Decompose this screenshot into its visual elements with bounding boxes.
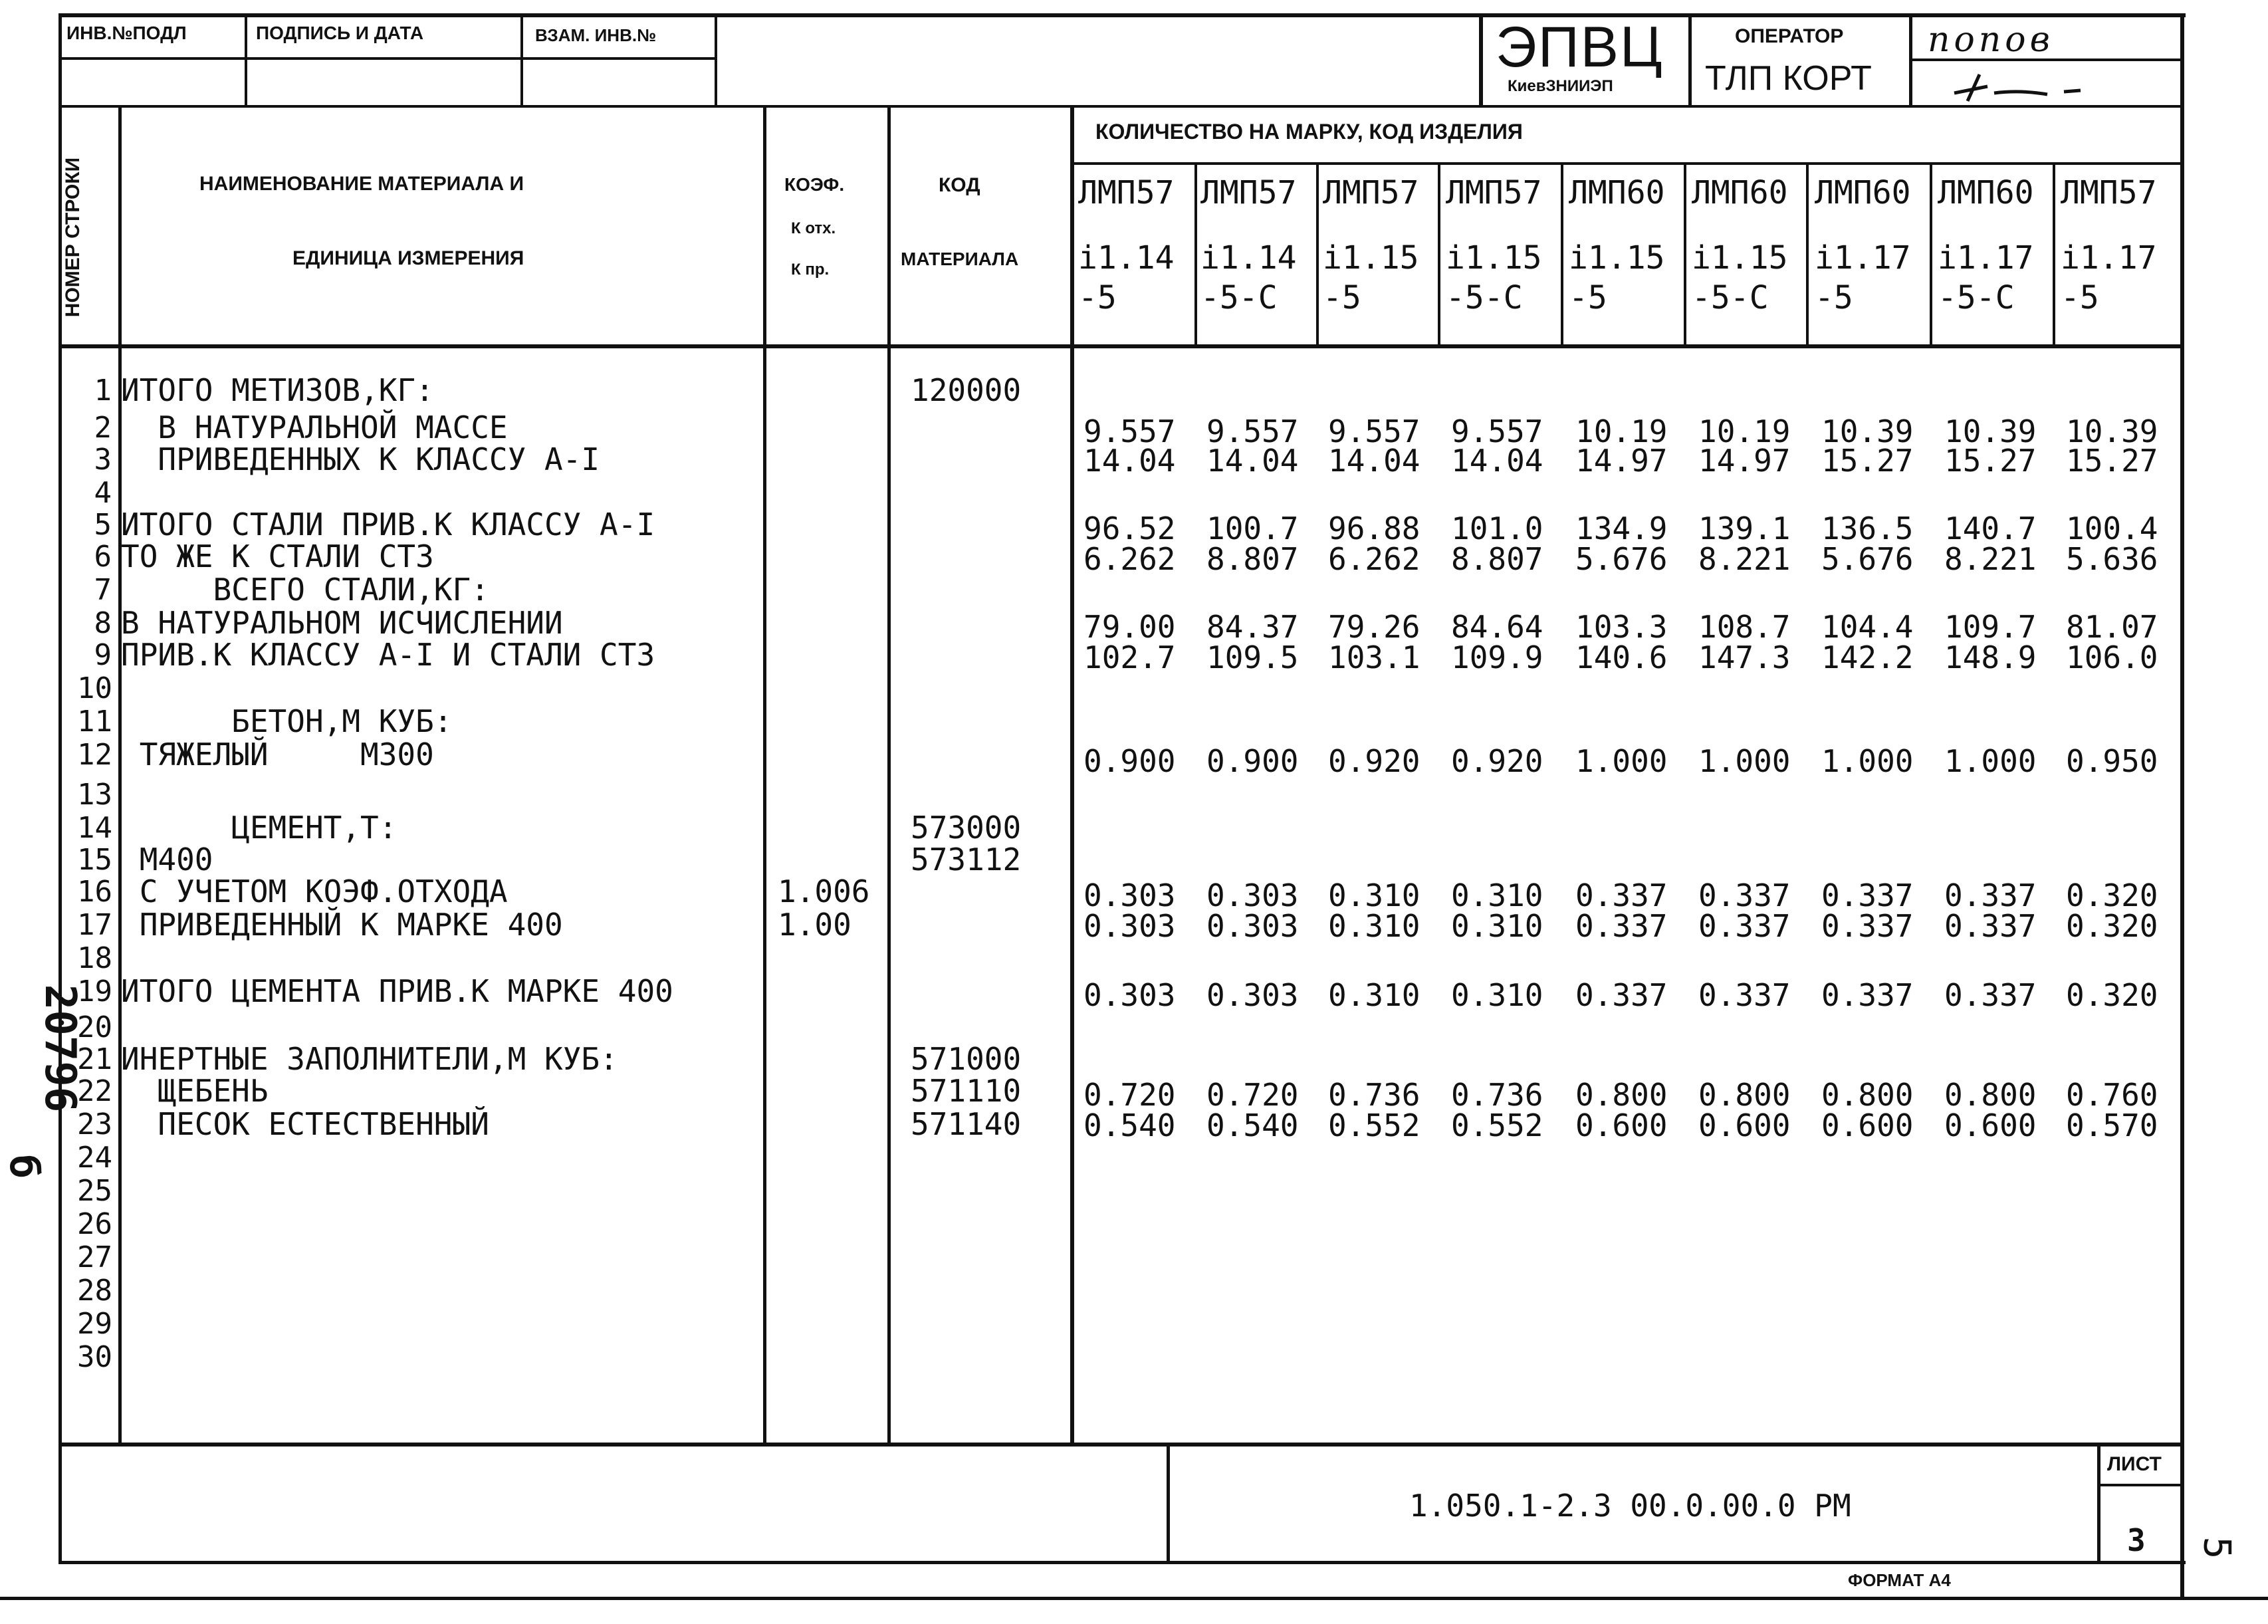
qty-cell: 0.337 <box>1821 908 1914 944</box>
qty-cell: 0.337 <box>1944 977 2037 1013</box>
qty-cell: 0.552 <box>1451 1107 1543 1143</box>
row-number: 14 <box>77 811 112 845</box>
qty-cell: 5.676 <box>1821 541 1914 577</box>
product-5-suffix: -5 <box>1569 279 1607 316</box>
row-number: 12 <box>77 738 112 772</box>
footer-top-line <box>58 1443 2180 1447</box>
qty-cell: 1.000 <box>1575 743 1668 779</box>
operator-value: ТЛП КОРТ <box>1705 59 1872 98</box>
product-3-suffix: -5 <box>1323 279 1361 316</box>
koef-pr-header: К пр. <box>791 261 830 279</box>
row-number: 21 <box>77 1042 112 1076</box>
qty-cell: 8.221 <box>1944 541 2037 577</box>
qty-cell: 0.600 <box>1698 1107 1791 1143</box>
stamp-bottom-line <box>58 105 2180 108</box>
qty-cell: 0.303 <box>1206 908 1299 944</box>
qty-cell: 1.000 <box>1944 743 2037 779</box>
qty-cell: 0.310 <box>1451 977 1543 1013</box>
row-number: 18 <box>77 941 112 975</box>
prod-col-line-2 <box>1316 164 1319 347</box>
row-number: 16 <box>77 875 112 909</box>
operator-signature <box>1941 66 2100 106</box>
qty-cell: 0.540 <box>1206 1107 1299 1143</box>
qty-cell: 0.320 <box>2066 908 2158 944</box>
qty-cell: 10.39 <box>1821 413 1914 449</box>
material-name: ИТОГО СТАЛИ ПРИВ.К КЛАССУ А-I <box>121 507 655 542</box>
qty-cell: 103.3 <box>1575 609 1668 645</box>
material-name: ПРИВЕДЕННЫЙ К МАРКЕ 400 <box>121 907 563 943</box>
qty-cell: 100.4 <box>2066 511 2158 546</box>
material-code: 571110 <box>911 1073 1022 1109</box>
qty-cell: 0.337 <box>1698 877 1791 913</box>
row-number: 22 <box>77 1074 112 1108</box>
frame-top-line <box>58 13 2186 17</box>
qty-cell: 0.310 <box>1451 877 1543 913</box>
qty-cell: 139.1 <box>1698 511 1791 546</box>
qty-cell: 5.636 <box>2066 541 2158 577</box>
material-name-header-2: ЕДИНИЦА ИЗМЕРЕНИЯ <box>292 247 524 269</box>
material-code: 571000 <box>911 1041 1022 1077</box>
qty-cell: 0.303 <box>1083 877 1176 913</box>
product-2-suffix: -5-С <box>1200 279 1278 316</box>
product-4-name: ЛМП57 <box>1446 174 1542 211</box>
material-name: ИНЕРТНЫЕ ЗАПОЛНИТЕЛИ,М КУБ: <box>121 1041 618 1077</box>
qty-cell: 0.337 <box>1698 908 1791 944</box>
stamp-div-1 <box>245 13 247 106</box>
qty-cell: 0.310 <box>1328 977 1420 1013</box>
qty-cell: 8.807 <box>1451 541 1543 577</box>
qty-cell: 147.3 <box>1698 639 1791 675</box>
qty-cell: 14.04 <box>1206 443 1299 479</box>
product-2-code: i1.14 <box>1200 239 1297 277</box>
prod-col-line-8 <box>2053 164 2055 347</box>
qty-cell: 0.303 <box>1206 877 1299 913</box>
row-number: 8 <box>94 606 112 640</box>
material-name: ВСЕГО СТАЛИ,КГ: <box>121 572 489 608</box>
qty-cell: 96.88 <box>1328 511 1420 546</box>
qty-cell: 0.320 <box>2066 877 2158 913</box>
stamp-signature-date: ПОДПИСЬ И ДАТА <box>256 23 424 43</box>
qty-cell: 0.720 <box>1206 1077 1299 1113</box>
product-9-code: i1.17 <box>2061 239 2157 277</box>
qty-cell: 0.800 <box>1698 1077 1791 1113</box>
row-number: 29 <box>77 1307 112 1341</box>
qty-cell: 0.900 <box>1083 743 1176 779</box>
qty-cell: 6.262 <box>1328 541 1420 577</box>
qty-cell: 0.337 <box>1944 877 2037 913</box>
material-name: ИТОГО ЦЕМЕНТА ПРИВ.К МАРКЕ 400 <box>121 973 673 1009</box>
product-3-code: i1.15 <box>1323 239 1419 277</box>
qty-cell: 100.7 <box>1206 511 1299 546</box>
row-number: 11 <box>77 705 112 739</box>
operator-label: ОПЕРАТОР <box>1735 25 1844 47</box>
product-8-name: ЛМП60 <box>1938 174 2034 211</box>
qty-cell: 148.9 <box>1944 639 2037 675</box>
qty-cell: 81.07 <box>2066 609 2158 645</box>
material-name: В НАТУРАЛЬНОМ ИСЧИСЛЕНИИ <box>121 605 563 641</box>
col-line-code <box>1070 106 1074 1446</box>
margin-inventory-number: 20796 <box>35 984 84 1113</box>
product-6-name: ЛМП60 <box>1692 174 1788 211</box>
row-number: 9 <box>94 638 112 672</box>
qty-cell: 0.540 <box>1083 1107 1176 1143</box>
qty-cell: 15.27 <box>2066 443 2158 479</box>
qty-cell: 10.19 <box>1575 413 1668 449</box>
document-designation: 1.050.1-2.3 00.0.00.0 РМ <box>1409 1488 1851 1524</box>
col-line-rownum <box>118 106 122 1446</box>
product-5-code: i1.15 <box>1569 239 1665 277</box>
qty-cell: 0.320 <box>2066 977 2158 1013</box>
row-number: 1 <box>94 374 112 407</box>
qty-cell: 104.4 <box>1821 609 1914 645</box>
row-number: 13 <box>77 778 112 812</box>
org-subtitle: КиевЗНИИЭП <box>1508 77 1613 95</box>
qty-cell: 109.5 <box>1206 639 1299 675</box>
qty-cell: 0.570 <box>2066 1107 2158 1143</box>
qty-cell: 106.0 <box>2066 639 2158 675</box>
product-7-suffix: -5 <box>1815 279 1853 316</box>
stamp-inv-podl: ИНВ.№ПОДЛ <box>66 23 187 43</box>
row-number: 4 <box>94 476 112 510</box>
row-number: 15 <box>77 843 112 877</box>
row-number: 10 <box>77 671 112 705</box>
qty-cell: 0.337 <box>1575 877 1668 913</box>
row-number: 30 <box>77 1340 112 1374</box>
qty-cell: 142.2 <box>1821 639 1914 675</box>
code-header-2: МАТЕРИАЛА <box>901 249 1019 269</box>
operator-name: попов <box>1928 20 2054 60</box>
org-box-left <box>1479 13 1483 106</box>
qty-cell: 0.600 <box>1821 1107 1914 1143</box>
product-2-name: ЛМП57 <box>1200 174 1297 211</box>
code-header-1: КОД <box>939 174 980 196</box>
qty-cell: 0.337 <box>1575 977 1668 1013</box>
qty-cell: 0.337 <box>1575 908 1668 944</box>
product-6-suffix: -5-С <box>1692 279 1769 316</box>
koef-value: 1.006 <box>778 873 870 909</box>
stamp-vzam-inv: ВЗАМ. ИНВ.№ <box>535 25 657 45</box>
col-line-koef <box>887 106 891 1446</box>
org-box-right <box>1688 13 1692 106</box>
prod-col-line-7 <box>1930 164 1932 347</box>
material-name: ТО ЖЕ К СТАЛИ СТ3 <box>121 538 434 574</box>
stamp-div-3 <box>715 13 717 106</box>
product-4-code: i1.15 <box>1446 239 1542 277</box>
format-label: ФОРМАТ А4 <box>1848 1570 1951 1590</box>
row-number: 2 <box>94 411 112 445</box>
product-1-suffix: -5 <box>1078 279 1117 316</box>
qty-header-line <box>1070 162 2180 165</box>
qty-cell: 140.7 <box>1944 511 2037 546</box>
product-8-code: i1.17 <box>1938 239 2034 277</box>
qty-cell: 0.303 <box>1083 977 1176 1013</box>
org-logo-epvc: ЭПВЦ <box>1496 15 1664 79</box>
qty-cell: 8.221 <box>1698 541 1791 577</box>
qty-cell: 0.600 <box>1575 1107 1668 1143</box>
col-line-name <box>763 106 766 1446</box>
stamp-div-2 <box>520 13 523 106</box>
product-1-code: i1.14 <box>1078 239 1175 277</box>
prod-col-line-3 <box>1438 164 1440 347</box>
sheet-number: 3 <box>2127 1522 2146 1558</box>
product-1-name: ЛМП57 <box>1078 174 1175 211</box>
qty-cell: 136.5 <box>1821 511 1914 546</box>
qty-cell: 109.7 <box>1944 609 2037 645</box>
material-name-header-1: НАИМЕНОВАНИЕ МАТЕРИАЛА И <box>199 173 524 195</box>
footer-div-line <box>1167 1443 1170 1562</box>
qty-cell: 15.27 <box>1821 443 1914 479</box>
qty-cell: 5.676 <box>1575 541 1668 577</box>
qty-cell: 10.19 <box>1698 413 1791 449</box>
material-name: ПРИВ.К КЛАССУ А-I И СТАЛИ СТ3 <box>121 637 655 673</box>
stamp-mid-line <box>58 57 717 60</box>
qty-cell: 15.27 <box>1944 443 2037 479</box>
qty-cell: 0.337 <box>1698 977 1791 1013</box>
qty-cell: 0.337 <box>1821 977 1914 1013</box>
qty-cell: 0.337 <box>1944 908 2037 944</box>
qty-cell: 0.310 <box>1451 908 1543 944</box>
qty-cell: 0.720 <box>1083 1077 1176 1113</box>
material-name: В НАТУРАЛЬНОЙ МАССЕ <box>121 409 508 445</box>
material-code: 571140 <box>911 1106 1022 1142</box>
row-number: 3 <box>94 443 112 477</box>
qty-cell: 108.7 <box>1698 609 1791 645</box>
frame-right-line <box>2180 13 2184 1600</box>
product-6-code: i1.15 <box>1692 239 1788 277</box>
material-code: 573112 <box>911 842 1022 877</box>
material-name: ПЕСОК ЕСТЕСТВЕННЫЙ <box>121 1106 489 1142</box>
sheet-box-mid <box>2097 1484 2180 1486</box>
qty-cell: 0.920 <box>1328 743 1420 779</box>
material-name: ЩЕБЕНЬ <box>121 1073 269 1109</box>
material-name: БЕТОН,М КУБ: <box>121 703 453 739</box>
row-number: 17 <box>77 908 112 942</box>
product-4-suffix: -5-С <box>1446 279 1523 316</box>
qty-cell: 0.303 <box>1206 977 1299 1013</box>
qty-header: КОЛИЧЕСТВО НА МАРКУ, КОД ИЗДЕЛИЯ <box>1095 120 1523 144</box>
prod-col-line-4 <box>1561 164 1563 347</box>
frame-bottom-outer-line <box>0 1597 2268 1600</box>
row-number: 23 <box>77 1107 112 1141</box>
product-3-name: ЛМП57 <box>1323 174 1419 211</box>
qty-cell: 79.00 <box>1083 609 1176 645</box>
qty-cell: 14.04 <box>1083 443 1176 479</box>
qty-cell: 14.04 <box>1451 443 1543 479</box>
material-name: ТЯЖЕЛЫЙ М300 <box>121 737 434 772</box>
qty-cell: 0.900 <box>1206 743 1299 779</box>
qty-cell: 6.262 <box>1083 541 1176 577</box>
qty-cell: 0.310 <box>1328 877 1420 913</box>
prod-col-line-1 <box>1194 164 1197 347</box>
qty-cell: 9.557 <box>1328 413 1420 449</box>
prod-col-line-5 <box>1684 164 1686 347</box>
row-number: 20 <box>77 1010 112 1044</box>
frame-bottom-line <box>58 1561 2186 1564</box>
material-name: ИТОГО МЕТИЗОВ,КГ: <box>121 372 434 408</box>
qty-cell: 1.000 <box>1698 743 1791 779</box>
product-7-code: i1.17 <box>1815 239 1911 277</box>
row-number-header: НОМЕР СТРОКИ <box>62 157 84 318</box>
product-8-suffix: -5-С <box>1938 279 2015 316</box>
qty-cell: 14.04 <box>1328 443 1420 479</box>
qty-cell: 0.303 <box>1083 908 1176 944</box>
qty-cell: 10.39 <box>1944 413 2037 449</box>
sheet-label: ЛИСТ <box>2107 1453 2162 1475</box>
row-number: 5 <box>94 508 112 542</box>
qty-cell: 0.736 <box>1451 1077 1543 1113</box>
qty-cell: 0.337 <box>1821 877 1914 913</box>
material-code: 120000 <box>911 372 1022 408</box>
koef-otx-header: К отх. <box>791 219 836 237</box>
product-7-name: ЛМП60 <box>1815 174 1911 211</box>
material-code: 573000 <box>911 810 1022 846</box>
qty-cell: 134.9 <box>1575 511 1668 546</box>
product-9-name: ЛМП57 <box>2061 174 2157 211</box>
qty-cell: 0.310 <box>1328 908 1420 944</box>
row-number: 28 <box>77 1274 112 1308</box>
row-number: 27 <box>77 1240 112 1274</box>
qty-cell: 0.800 <box>1944 1077 2037 1113</box>
row-number: 19 <box>77 975 112 1008</box>
qty-cell: 0.950 <box>2066 743 2158 779</box>
koef-value: 1.00 <box>778 907 851 943</box>
qty-cell: 14.97 <box>1575 443 1668 479</box>
qty-cell: 0.736 <box>1328 1077 1420 1113</box>
row-number: 6 <box>94 540 112 574</box>
qty-cell: 101.0 <box>1451 511 1543 546</box>
qty-cell: 14.97 <box>1698 443 1791 479</box>
material-name: ЦЕМЕНТ,Т: <box>121 810 397 846</box>
qty-cell: 10.39 <box>2066 413 2158 449</box>
table-header-bottom-line <box>58 344 2180 348</box>
qty-cell: 79.26 <box>1328 609 1420 645</box>
qty-cell: 140.6 <box>1575 639 1668 675</box>
qty-cell: 102.7 <box>1083 639 1176 675</box>
margin-letter: б <box>1 1154 48 1179</box>
material-name: С УЧЕТОМ КОЭФ.ОТХОДА <box>121 873 508 909</box>
qty-cell: 84.37 <box>1206 609 1299 645</box>
qty-cell: 0.800 <box>1821 1077 1914 1113</box>
qty-cell: 0.600 <box>1944 1107 2037 1143</box>
product-5-name: ЛМП60 <box>1569 174 1665 211</box>
row-number: 25 <box>77 1174 112 1208</box>
qty-cell: 0.920 <box>1451 743 1543 779</box>
qty-cell: 109.9 <box>1451 639 1543 675</box>
row-number: 26 <box>77 1207 112 1241</box>
qty-cell: 9.557 <box>1451 413 1543 449</box>
qty-cell: 103.1 <box>1328 639 1420 675</box>
material-name: М400 <box>121 842 213 877</box>
material-name: ПРИВЕДЕННЫХ К КЛАССУ А-I <box>121 441 600 477</box>
margin-page-mark: 5 <box>2195 1536 2239 1560</box>
sheet-box-left <box>2097 1443 2100 1562</box>
qty-cell: 9.557 <box>1083 413 1176 449</box>
qty-cell: 0.800 <box>1575 1077 1668 1113</box>
prod-col-line-6 <box>1806 164 1809 347</box>
product-9-suffix: -5 <box>2061 279 2099 316</box>
qty-cell: 1.000 <box>1821 743 1914 779</box>
row-number: 7 <box>94 573 112 607</box>
qty-cell: 0.760 <box>2066 1077 2158 1113</box>
qty-cell: 84.64 <box>1451 609 1543 645</box>
qty-cell: 96.52 <box>1083 511 1176 546</box>
row-number: 24 <box>77 1141 112 1175</box>
qty-cell: 8.807 <box>1206 541 1299 577</box>
koef-header: КОЭФ. <box>784 174 845 195</box>
qty-cell: 9.557 <box>1206 413 1299 449</box>
qty-cell: 0.552 <box>1328 1107 1420 1143</box>
